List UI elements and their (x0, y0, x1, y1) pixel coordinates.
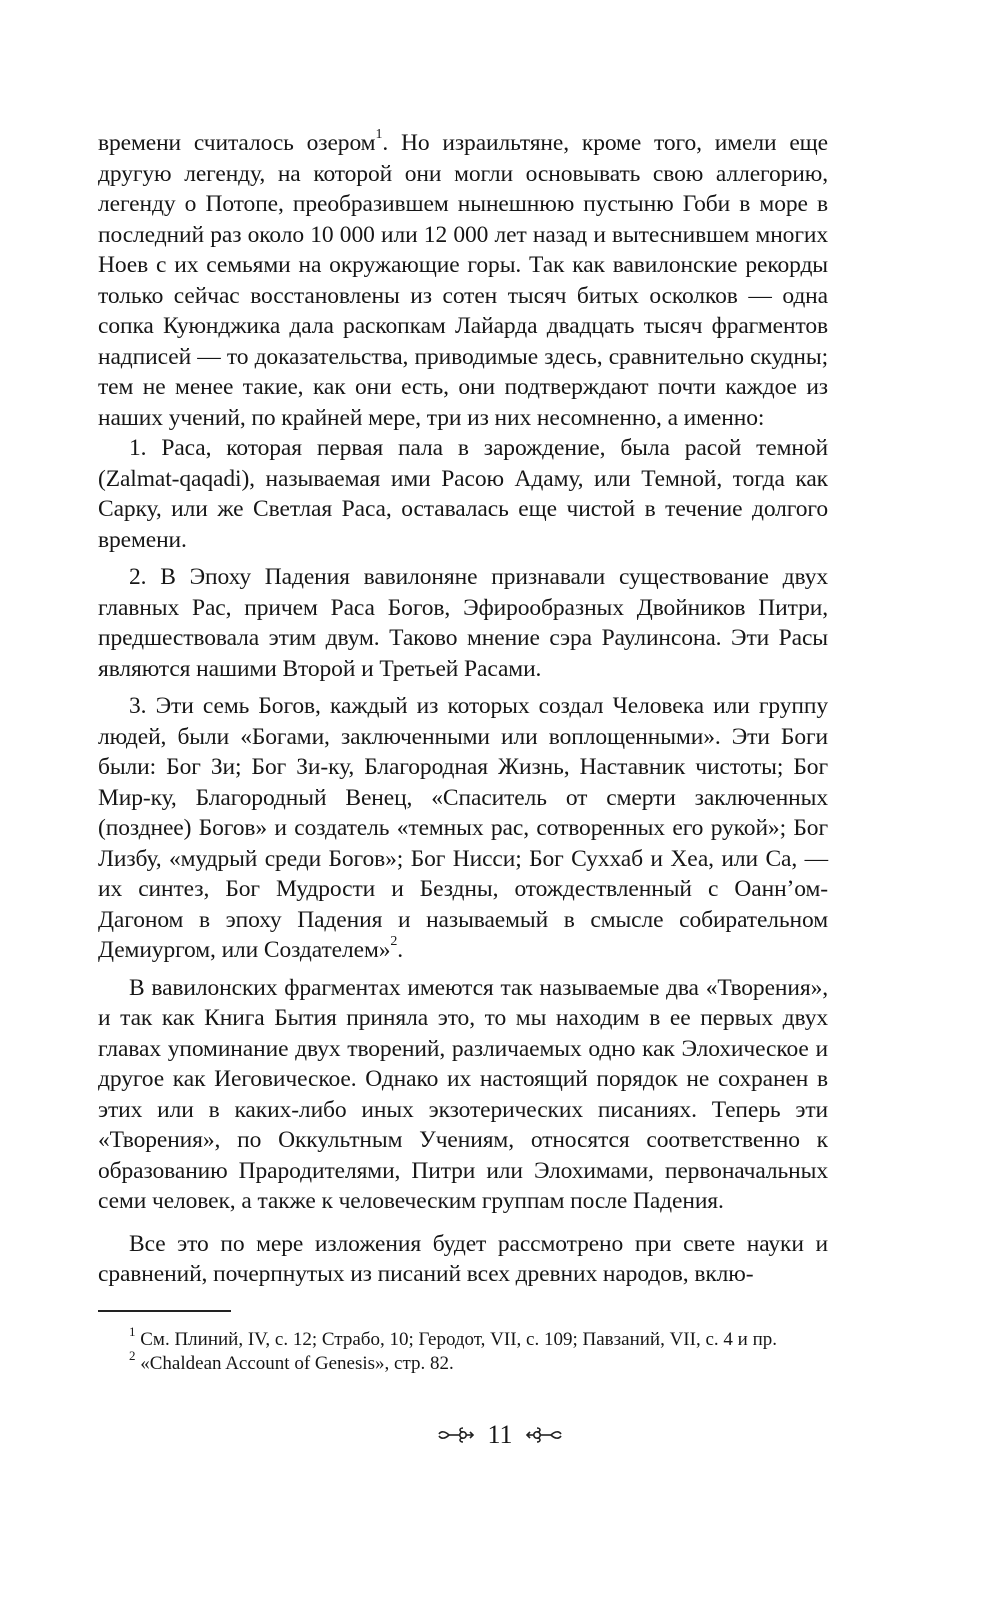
main-text (98, 128, 828, 1290)
footnote-2-text: «Chaldean Account of Genesis», стр. 82. (135, 1353, 454, 1374)
page-number: 11 (487, 1420, 513, 1449)
footnote-2 (98, 1347, 828, 1376)
footnote-divider (98, 1310, 231, 1312)
footnote-2-number: 2 (129, 1347, 136, 1363)
page-footer (0, 1420, 1000, 1460)
paragraph-3: 2. В Эпоху Падения вавилоняне признавали существование двух главных Рас, причем Раса Богов, Эфирообразных Двойников Питри, предшествовала этим двум. Таково мнение сэра Раулинсона. Эти Расы являются нашими Второй и Третьей Расами. (98, 564, 828, 682)
footnote-ref-1[interactable]: 1 (375, 127, 383, 143)
footnote-1-text: См. Плиний, IV, с. 12; Страбо, 10; Геродот, VII, с. 109; Павзаний, VII, с. 4 и пр. (135, 1329, 777, 1350)
floral-ornament-icon (435, 1425, 475, 1445)
paragraph-1-text-cont: . Но израильтяне, кроме того, имели еще другую легенду, на которой они могли основывать свою аллегорию, легенду о Потопе, преобразившем нынешнюю пустыню Гоби в море в последний раз около 10 000 или 12 000 лет назад и вытеснившем многих Ноев с их семьями на окружающие горы. Так как вавилонские рекорды только сейчас восстановлены из сотен тысяч битых осколков — одна сопка Куюнджика дала раскопкам Лайарда двадцать тысяч фрагментов надписей — то доказательства, приводимые здесь, сравнительно скудны; тем не менее такие, как они есть, они подтверждают почти каждое из наших учений, по крайней мере, три из них несомненно, а именно: (98, 130, 829, 431)
paragraph-1-text: времени считалось озером (98, 130, 376, 156)
footnote-ref-2[interactable]: 2 (390, 934, 398, 950)
paragraph-4-text: 3. Эти семь Богов, каждый из которых создал Человека или группу людей, были «Богами, заключенными или воплощенными». Эти Боги были: Бог Зи; Бог Зи-ку, Благородная Жизнь, Наставник чистоты; Бог Мир-ку, Благородный Венец, «Спаситель от смерти заключенных (позднее) Богов» и создатель «темных рас, сотворенных его рукой»; Бог Лизбу, «мудрый среди Богов»; Бог Нисси; Бог Суххаб и Хеа, или Са, — их синтез, Бог Мудрости и Бездны, отождествленный с Оанн’ом-Дагоном в эпоху Падения и называемый в смысле собирательном Демиургом, или Создателем» (98, 693, 828, 963)
footnote-1 (98, 1323, 828, 1352)
footnotes (98, 1323, 828, 1376)
floral-ornament-icon (525, 1425, 565, 1445)
paragraph-4-text-cont: . (397, 937, 404, 963)
paragraph-1 (98, 128, 828, 433)
paragraph-4 (98, 691, 828, 966)
footnote-1-number: 1 (129, 1323, 136, 1339)
paragraph-5: В вавилонских фрагментах имеются так называемые два «Творения», и так как Книга Бытия приняла это, то мы находим в ее первых двух главах упоминание двух творений, различаемых одно как Элохическое и другое как Иеговическое. Однако их настоящий порядок не сохранен в этих или в каких-либо иных экзотерических писаниях. Теперь эти «Творения», по Оккультным Учениям, относятся соответственно к образованию Прародителями, Питри или Элохимами, первоначальных семи человек, а также к человеческим группам после Падения. (98, 974, 828, 1214)
paragraph-6: Все это по мере изложения будет рассмотрено при свете науки и сравнений, почерпнутых из писаний всех древних народов, вклю- (98, 1230, 828, 1287)
paragraph-2: 1. Раса, которая первая пала в зарождение, была расой темной (Zalmat-qaqadi), называемая ими Расою Адаму, или Темной, тогда как Сарку, или же Светлая Раса, оставалась еще чистой в течение долгого времени. (98, 435, 828, 553)
